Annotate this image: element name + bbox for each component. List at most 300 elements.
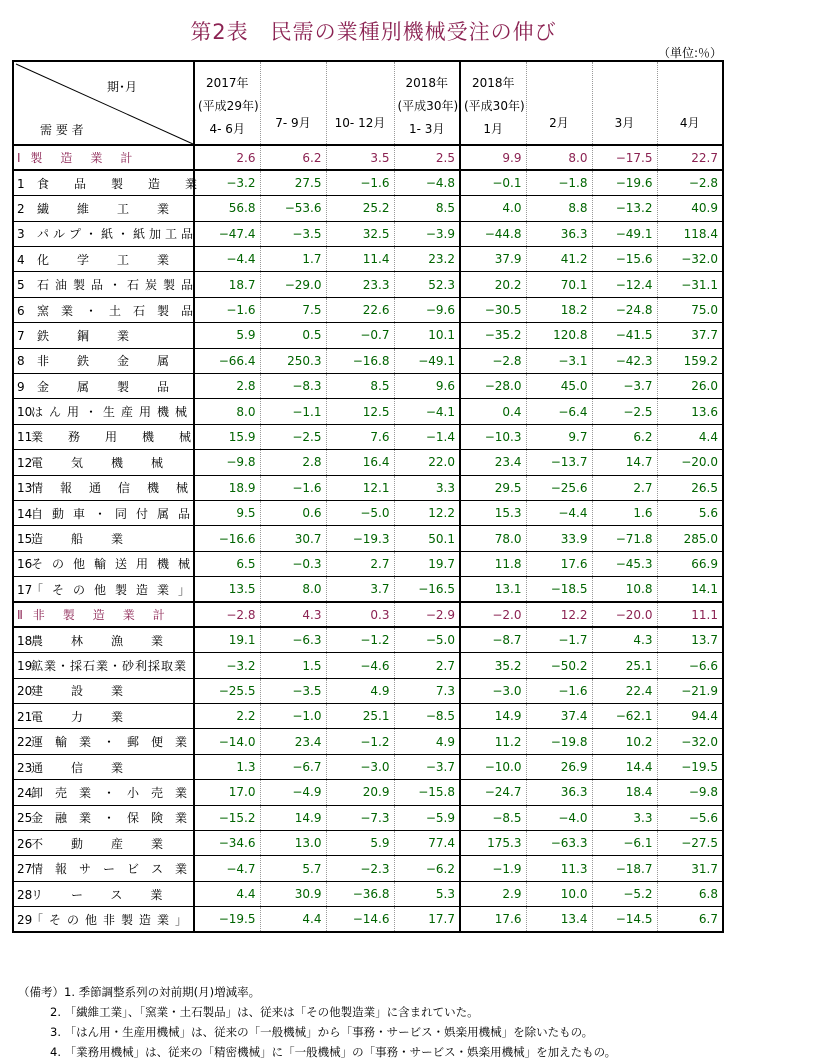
value-cell: 75.0 (657, 297, 723, 322)
row-number: 17 (17, 582, 33, 597)
value-cell: 0.3 (326, 602, 394, 627)
row-label (13, 780, 200, 805)
column-header (394, 61, 460, 145)
value-cell: 17.6 (526, 551, 592, 576)
value-cell: −6.7 (260, 754, 326, 779)
row-name: 造船業 (31, 532, 152, 547)
value-cell: 11.8 (460, 551, 526, 576)
value-cell: −32.0 (657, 729, 723, 754)
row-number: 18 (17, 633, 33, 648)
value-cell: −3.0 (460, 678, 526, 703)
table-row (13, 475, 723, 500)
value-cell: −3.2 (194, 170, 260, 195)
value-cell: −0.1 (460, 170, 526, 195)
value-cell: −3.7 (592, 374, 657, 399)
value-cell: 2.8 (260, 450, 326, 475)
value-cell: −5.6 (657, 805, 723, 830)
value-cell: −4.6 (326, 653, 394, 678)
value-cell: −3.7 (394, 754, 460, 779)
value-cell: −10.0 (460, 754, 526, 779)
value-cell: −0.7 (326, 323, 394, 348)
value-cell: 12.5 (326, 399, 394, 424)
page-title: 第2表 民需の業種別機械受注の伸び (190, 20, 557, 44)
column-era (596, 94, 654, 108)
header-corner (13, 61, 194, 145)
value-cell: 1.6 (592, 500, 657, 525)
value-cell: 8.5 (326, 374, 394, 399)
table-row (13, 323, 723, 348)
value-cell: −6.3 (260, 627, 326, 652)
value-cell: −5.0 (394, 627, 460, 652)
column-header (657, 61, 723, 145)
value-cell: 22.0 (394, 450, 460, 475)
value-cell: 5.3 (394, 881, 460, 906)
row-label (13, 831, 194, 856)
value-cell: −50.2 (526, 653, 592, 678)
value-cell: 11.3 (526, 856, 592, 881)
column-year (661, 74, 720, 88)
value-cell: 2.5 (394, 145, 460, 170)
value-cell: −1.9 (460, 856, 526, 881)
value-cell: −2.3 (326, 856, 394, 881)
value-cell: −9.8 (194, 450, 260, 475)
value-cell: 6.8 (657, 881, 723, 906)
row-name: 石油製品・石炭製品 (37, 278, 200, 293)
row-number: 13 (17, 481, 33, 496)
value-cell: 37.4 (526, 704, 592, 729)
row-number: 20 (17, 684, 33, 699)
value-cell: −53.6 (260, 196, 326, 221)
value-cell: 14.9 (260, 805, 326, 830)
value-cell: −20.0 (657, 450, 723, 475)
value-cell: 45.0 (526, 374, 592, 399)
value-cell: −10.3 (460, 424, 526, 449)
value-cell: 20.2 (460, 272, 526, 297)
value-cell: −3.2 (194, 653, 260, 678)
row-name: 電気機械 (31, 455, 192, 470)
value-cell: −14.0 (194, 729, 260, 754)
row-number: 7 (17, 328, 25, 343)
table-row (13, 805, 723, 830)
table-row (13, 881, 723, 906)
row-number: 12 (17, 455, 33, 470)
table-row (13, 754, 723, 779)
column-year: 2018年 (405, 76, 449, 90)
row-name: 金融業・保険業 (31, 811, 200, 826)
value-cell: −6.2 (394, 856, 460, 881)
row-number: 22 (17, 735, 33, 750)
value-cell: 13.0 (260, 831, 326, 856)
value-cell: 31.7 (657, 856, 723, 881)
column-year: 2017年 (205, 76, 249, 90)
row-name: 「その他製造業」 (31, 582, 200, 597)
value-cell: −5.0 (326, 500, 394, 525)
row-label (13, 374, 198, 399)
column-year (330, 74, 391, 88)
value-cell: 175.3 (460, 831, 526, 856)
value-cell: 22.6 (326, 297, 394, 322)
row-number: 16 (17, 557, 33, 572)
row-number: 29 (17, 912, 33, 927)
value-cell: −9.6 (394, 297, 460, 322)
table-row (13, 221, 723, 246)
value-cell: 77.4 (394, 831, 460, 856)
row-name: 繊維工業 (37, 201, 198, 216)
row-number: 5 (17, 278, 25, 293)
value-cell: 8.0 (526, 145, 592, 170)
column-period: 7- 9月 (275, 116, 311, 130)
value-cell: 8.8 (526, 196, 592, 221)
column-year (596, 74, 654, 88)
value-cell: 13.1 (460, 577, 526, 602)
value-cell: 15.9 (194, 424, 260, 449)
table-row (13, 272, 723, 297)
value-cell: −25.6 (526, 475, 592, 500)
table-row (13, 856, 723, 881)
column-header (592, 61, 657, 145)
value-cell: −1.6 (526, 678, 592, 703)
table-body (13, 61, 723, 932)
column-era (330, 94, 391, 108)
row-name: 「その他非製造業」 (31, 912, 194, 927)
row-label (13, 196, 198, 221)
row-name: 業務用機械 (31, 430, 217, 445)
value-cell: 14.7 (592, 450, 657, 475)
table-row (13, 627, 723, 652)
value-cell: −1.6 (326, 170, 394, 195)
column-header (326, 61, 394, 145)
table-row (13, 907, 723, 932)
row-number: 3 (17, 227, 25, 242)
value-cell: −45.3 (592, 551, 657, 576)
row-name: 自動車・同付属品 (31, 506, 200, 521)
value-cell: 18.9 (194, 475, 260, 500)
value-cell: −5.9 (394, 805, 460, 830)
row-label (13, 424, 217, 449)
value-cell: −4.0 (526, 805, 592, 830)
value-cell: 4.3 (592, 627, 657, 652)
value-cell: 6.5 (194, 551, 260, 576)
value-cell: 0.4 (460, 399, 526, 424)
row-label (13, 551, 200, 576)
value-cell: 13.7 (657, 627, 723, 652)
value-cell: −15.6 (592, 247, 657, 272)
value-cell: 70.1 (526, 272, 592, 297)
value-cell: 9.5 (194, 500, 260, 525)
value-cell: 2.7 (326, 551, 394, 576)
row-label (13, 450, 194, 475)
value-cell: −44.8 (460, 221, 526, 246)
row-label (13, 754, 194, 779)
column-header (460, 61, 526, 145)
value-cell: −2.0 (460, 602, 526, 627)
row-label (13, 856, 200, 881)
value-cell: 23.2 (394, 247, 460, 272)
value-cell: −1.6 (194, 297, 260, 322)
row-label (13, 297, 206, 322)
value-cell: 32.5 (326, 221, 394, 246)
value-cell: 11.2 (460, 729, 526, 754)
column-period: 3月 (614, 116, 635, 130)
value-cell: 3.7 (326, 577, 394, 602)
value-cell: −12.4 (592, 272, 657, 297)
row-label (13, 526, 194, 551)
row-name: 化学工業 (37, 252, 198, 267)
value-cell: −71.8 (592, 526, 657, 551)
value-cell: 5.7 (260, 856, 326, 881)
row-number: 21 (17, 709, 33, 724)
row-label (13, 500, 200, 525)
value-cell: 19.7 (394, 551, 460, 576)
row-number: 28 (17, 887, 33, 902)
value-cell: −3.9 (394, 221, 460, 246)
value-cell: 14.9 (460, 704, 526, 729)
value-cell: 2.9 (460, 881, 526, 906)
value-cell: 56.8 (194, 196, 260, 221)
value-cell: −15.2 (194, 805, 260, 830)
row-number: 19 (17, 659, 33, 673)
value-cell: 2.2 (194, 704, 260, 729)
value-cell: −1.7 (526, 627, 592, 652)
value-cell: 15.3 (460, 500, 526, 525)
row-number: 11 (17, 430, 33, 445)
value-cell: 13.5 (194, 577, 260, 602)
value-cell: −4.7 (194, 856, 260, 881)
value-cell: −2.8 (194, 602, 260, 627)
row-name: 建設業 (31, 684, 152, 699)
value-cell: −18.7 (592, 856, 657, 881)
table-row (13, 374, 723, 399)
value-cell: 19.1 (194, 627, 260, 652)
header-row (13, 61, 723, 145)
value-cell: −14.6 (326, 907, 394, 932)
value-cell: 8.0 (260, 577, 326, 602)
value-cell: 4.4 (260, 907, 326, 932)
column-year: 2018年 (471, 76, 515, 90)
value-cell: 18.4 (592, 780, 657, 805)
column-era: (平成30年) (464, 99, 525, 113)
value-cell: 12.2 (526, 602, 592, 627)
row-name: 鉱業・採石業・砂利採取業 (31, 659, 188, 673)
row-label (13, 221, 198, 246)
value-cell: 50.1 (394, 526, 460, 551)
table-row (13, 196, 723, 221)
value-cell: 3.3 (592, 805, 657, 830)
value-cell: −4.1 (394, 399, 460, 424)
row-number: 25 (17, 811, 33, 826)
value-cell: 250.3 (260, 348, 326, 373)
value-cell: −17.5 (592, 145, 657, 170)
row-number: 8 (17, 354, 25, 369)
column-period: 2月 (549, 116, 569, 130)
column-period: 4月 (679, 116, 700, 130)
value-cell: −1.8 (526, 170, 592, 195)
value-cell: 11.1 (657, 602, 723, 627)
period-label: 期･月 (106, 80, 137, 94)
value-cell: 36.3 (526, 221, 592, 246)
table-row (13, 551, 723, 576)
value-cell: −6.1 (592, 831, 657, 856)
value-cell: 35.2 (460, 653, 526, 678)
value-cell: 11.4 (326, 247, 394, 272)
table-row (13, 653, 723, 678)
value-cell: 5.9 (326, 831, 394, 856)
table-row (13, 831, 723, 856)
value-cell: 10.8 (592, 577, 657, 602)
row-name: 通信業 (31, 760, 152, 775)
value-cell: −63.3 (526, 831, 592, 856)
value-cell: −6.6 (657, 653, 723, 678)
value-cell: 5.6 (657, 500, 723, 525)
row-name: 農林漁業 (31, 633, 192, 648)
value-cell: 41.2 (526, 247, 592, 272)
value-cell: −13.7 (526, 450, 592, 475)
row-name: パルプ・紙・紙加工品 (37, 227, 198, 242)
row-name: 金属製品 (37, 379, 198, 394)
value-cell: −2.9 (394, 602, 460, 627)
value-cell: −25.5 (194, 678, 260, 703)
row-number: 23 (17, 760, 33, 775)
value-cell: 33.9 (526, 526, 592, 551)
value-cell: 4.4 (657, 424, 723, 449)
value-cell: −16.8 (326, 348, 394, 373)
value-cell: 7.3 (394, 678, 460, 703)
value-cell: −6.4 (526, 399, 592, 424)
value-cell: 118.4 (657, 221, 723, 246)
value-cell: 94.4 (657, 704, 723, 729)
row-name: はん用・生産用機械 (31, 405, 194, 420)
value-cell: 12.2 (394, 500, 460, 525)
value-cell: 3.5 (326, 145, 394, 170)
value-cell: 8.5 (394, 196, 460, 221)
value-cell: 1.7 (260, 247, 326, 272)
row-label (13, 247, 198, 272)
table-row (13, 678, 723, 703)
row-label (13, 627, 194, 652)
note-2: 2. 「繊維工業」、「窯業・土石製品」は、従来は「その他製造業」に含まれていた。 (50, 1005, 479, 1019)
value-cell: −1.1 (260, 399, 326, 424)
value-cell: 36.3 (526, 780, 592, 805)
value-cell: −2.8 (460, 348, 526, 373)
value-cell: −29.0 (260, 272, 326, 297)
value-cell: 2.7 (592, 475, 657, 500)
value-cell: 26.9 (526, 754, 592, 779)
row-name: 運輸業・郵便業 (31, 735, 200, 750)
column-era (264, 94, 323, 108)
value-cell: 6.7 (657, 907, 723, 932)
row-label: Ⅱ 非 製 造 業 計 (13, 602, 194, 627)
row-number: 15 (17, 532, 33, 547)
value-cell: −4.9 (260, 780, 326, 805)
value-cell: 0.5 (260, 323, 326, 348)
value-cell: 23.3 (326, 272, 394, 297)
value-cell: −41.5 (592, 323, 657, 348)
value-cell: 17.0 (194, 780, 260, 805)
value-cell: 14.4 (592, 754, 657, 779)
table-row (13, 704, 723, 729)
row-number: 6 (17, 303, 25, 318)
value-cell: 30.7 (260, 526, 326, 551)
column-era (530, 94, 589, 108)
note-1: （備考）1. 季節調整系列の対前期(月)増減率。 (18, 985, 261, 999)
value-cell: 159.2 (657, 348, 723, 373)
value-cell: −9.8 (657, 780, 723, 805)
table-row (13, 399, 723, 424)
value-cell: −19.5 (194, 907, 260, 932)
value-cell: 16.4 (326, 450, 394, 475)
table-row (13, 424, 723, 449)
column-header (194, 61, 260, 145)
value-cell: 2.7 (394, 653, 460, 678)
value-cell: −49.1 (592, 221, 657, 246)
value-cell: −24.7 (460, 780, 526, 805)
value-cell: −1.4 (394, 424, 460, 449)
value-cell: 9.9 (460, 145, 526, 170)
value-cell: −66.4 (194, 348, 260, 373)
value-cell: 10.2 (592, 729, 657, 754)
value-cell: −1.2 (326, 627, 394, 652)
column-year (264, 74, 323, 88)
row-name: 卸売業・小売業 (31, 785, 200, 800)
row-number: 24 (17, 785, 33, 800)
value-cell: 7.5 (260, 297, 326, 322)
value-cell: 7.6 (326, 424, 394, 449)
value-cell: −30.5 (460, 297, 526, 322)
value-cell: −1.6 (260, 475, 326, 500)
value-cell: −32.0 (657, 247, 723, 272)
value-cell: 1.3 (194, 754, 260, 779)
row-number: 4 (17, 252, 25, 267)
value-cell: −62.1 (592, 704, 657, 729)
value-cell: 285.0 (657, 526, 723, 551)
value-cell: 9.7 (526, 424, 592, 449)
row-name: 非鉄金属 (37, 354, 198, 369)
value-cell: −8.7 (460, 627, 526, 652)
value-cell: 25.2 (326, 196, 394, 221)
value-cell: 52.3 (394, 272, 460, 297)
value-cell: −2.5 (592, 399, 657, 424)
orders-table (12, 60, 724, 933)
row-label (13, 348, 198, 373)
value-cell: −8.5 (394, 704, 460, 729)
row-number: 9 (17, 379, 25, 394)
value-cell: 4.4 (194, 881, 260, 906)
value-cell: −2.8 (657, 170, 723, 195)
value-cell: −4.4 (194, 247, 260, 272)
value-cell: −8.3 (260, 374, 326, 399)
table-row (13, 348, 723, 373)
value-cell: −3.5 (260, 221, 326, 246)
column-era: (平成30年) (397, 99, 459, 113)
table-row (13, 450, 723, 475)
value-cell: 8.0 (194, 399, 260, 424)
value-cell: 4.9 (394, 729, 460, 754)
table-row-total (13, 602, 723, 627)
column-header (260, 61, 326, 145)
value-cell: 26.5 (657, 475, 723, 500)
value-cell: −19.3 (326, 526, 394, 551)
row-name: 食品製造業 (37, 176, 223, 191)
value-cell: 26.0 (657, 374, 723, 399)
value-cell: 17.6 (460, 907, 526, 932)
value-cell: 23.4 (260, 729, 326, 754)
row-number: 14 (17, 506, 33, 521)
value-cell: −34.6 (194, 831, 260, 856)
value-cell: 120.8 (526, 323, 592, 348)
demand-label: 需 要 者 (40, 123, 84, 137)
value-cell: −36.8 (326, 881, 394, 906)
value-cell: 22.7 (657, 145, 723, 170)
